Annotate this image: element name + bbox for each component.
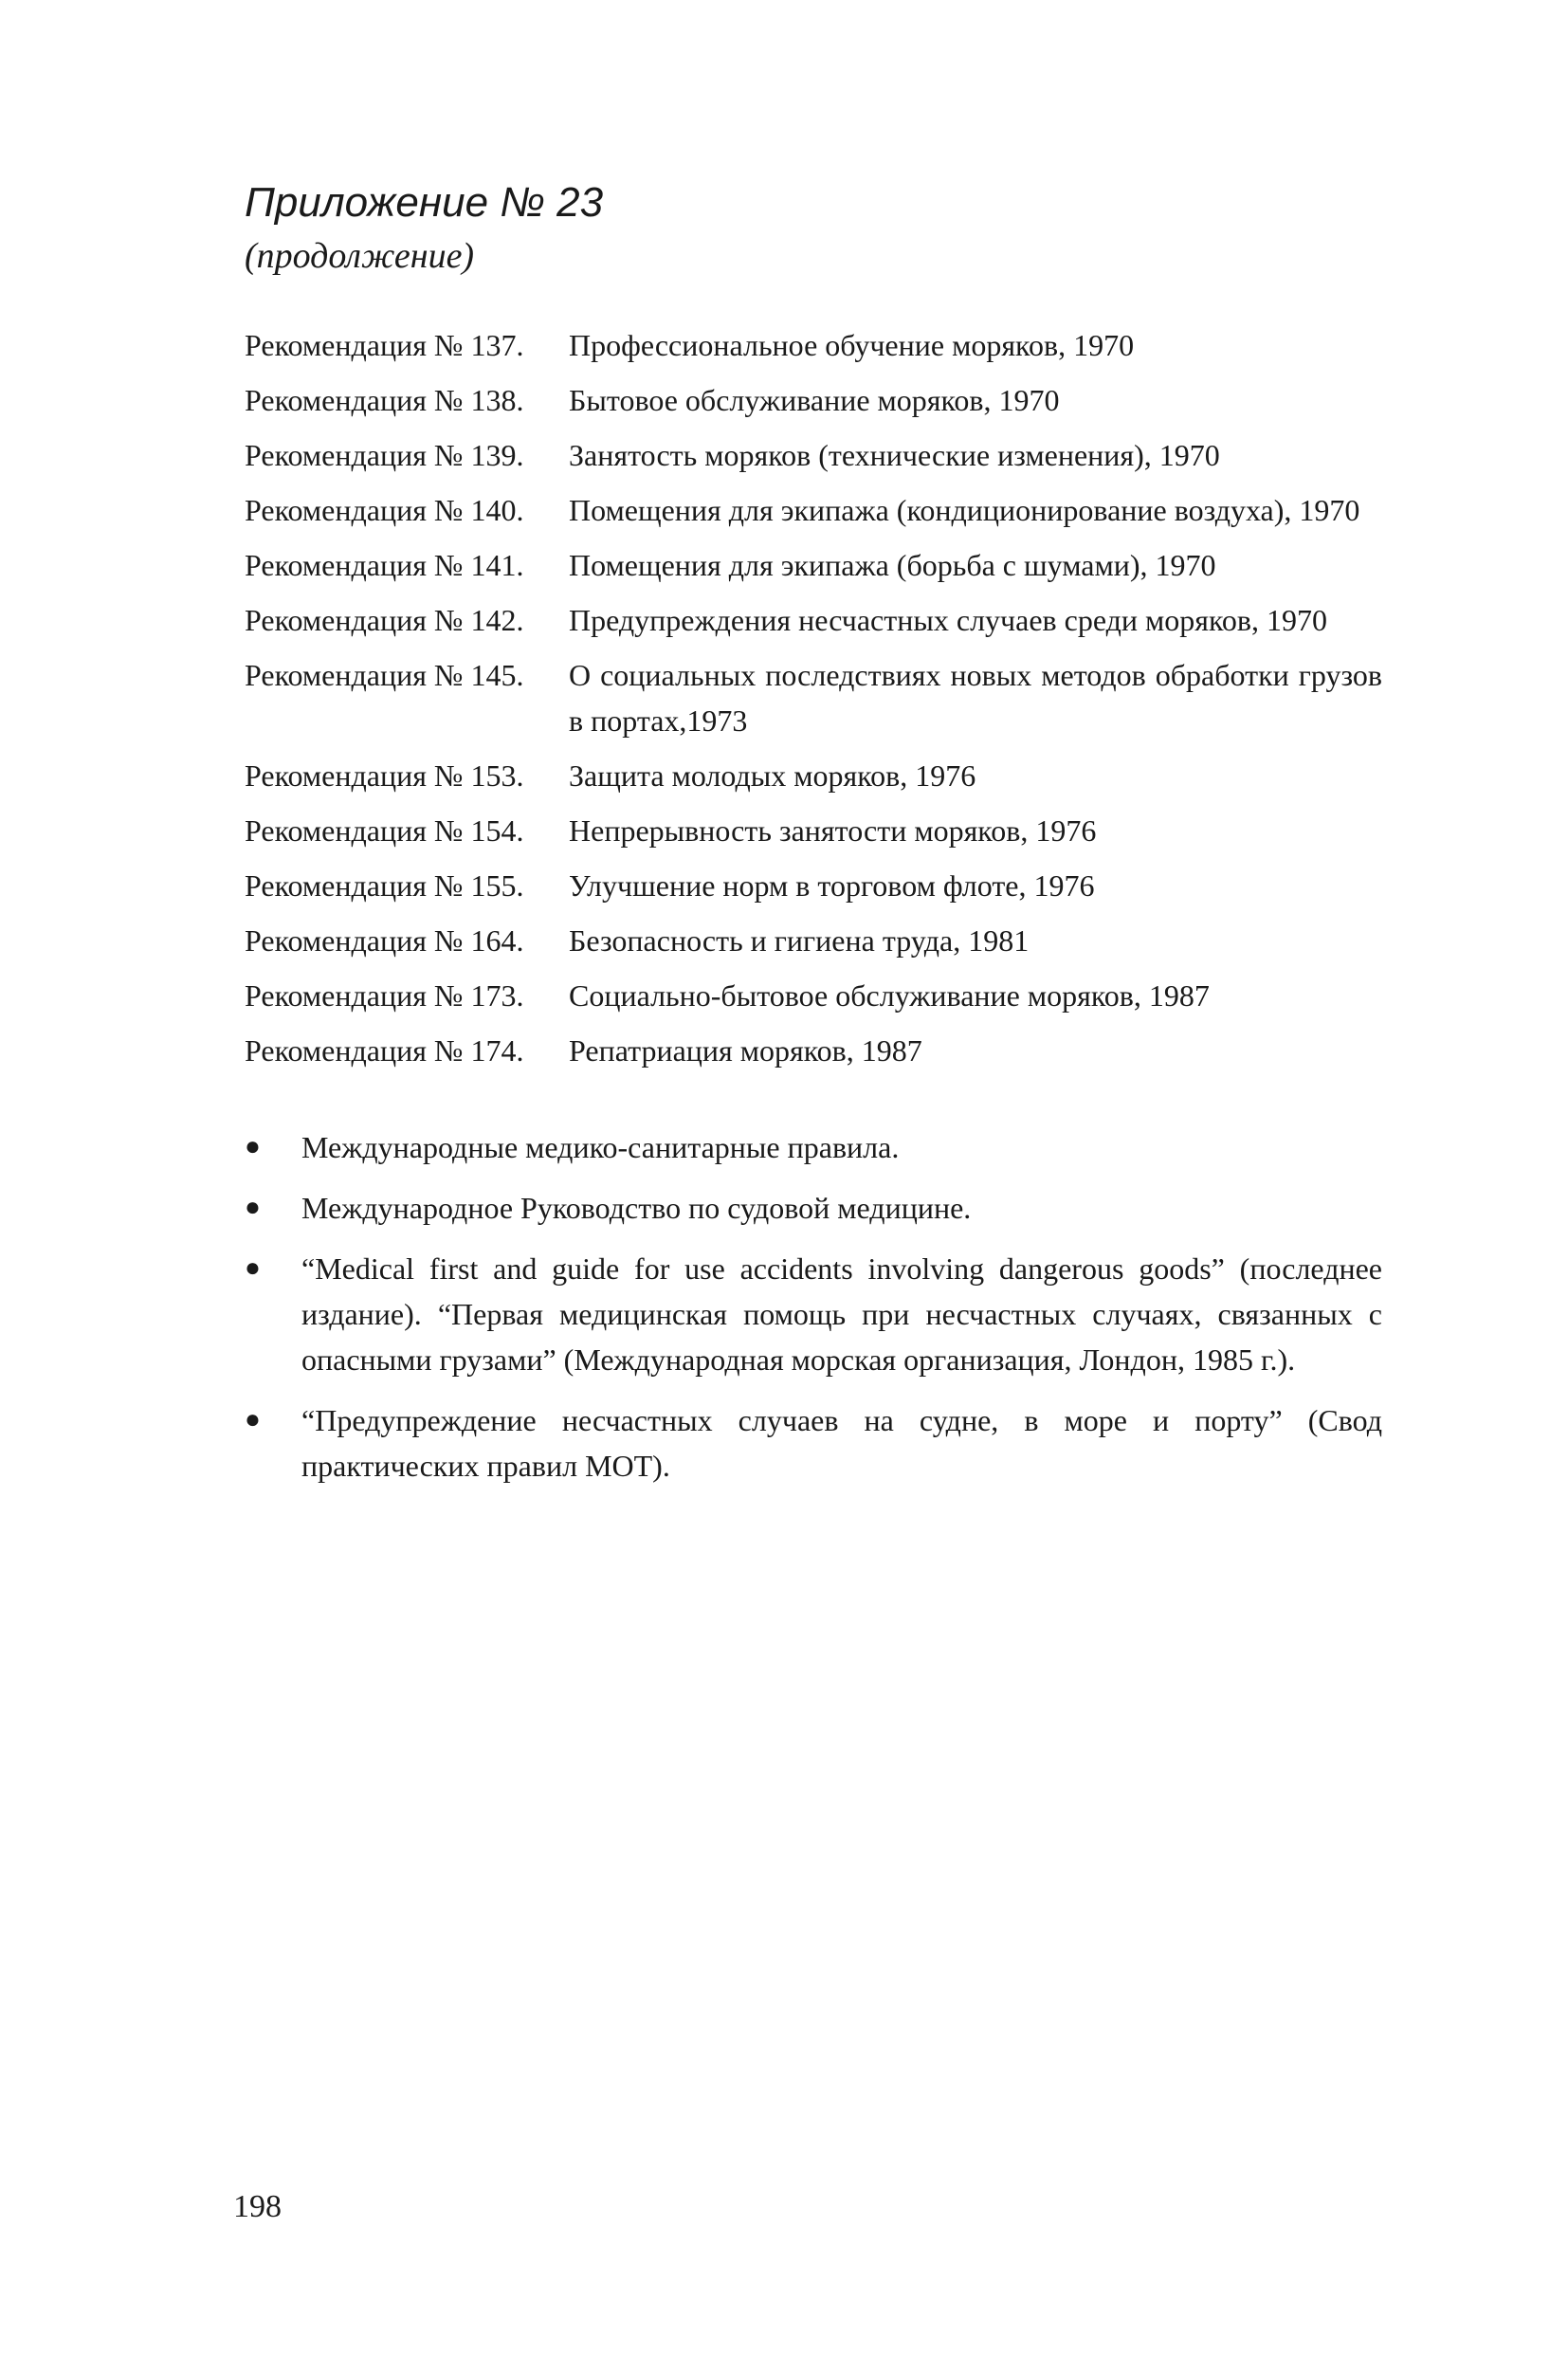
bullet-icon: ● xyxy=(245,1253,261,1283)
recommendation-item xyxy=(245,863,1382,908)
recommendation-number: Рекомендация № 174. xyxy=(245,1033,524,1068)
recommendation-title: Помещения для экипажа (кондиционирование воздуха), 1970 xyxy=(569,493,1360,527)
recommendation-item xyxy=(245,753,1382,798)
bullet-item xyxy=(245,1185,1382,1231)
recommendation-number: Рекомендация № 141. xyxy=(245,548,524,582)
recommendation-title: О социальных последствиях новых методов обработки грузов в портах,1973 xyxy=(569,658,1382,738)
recommendation-item xyxy=(245,542,1382,588)
recommendation-number: Рекомендация № 140. xyxy=(245,493,524,527)
recommendation-item xyxy=(245,918,1382,963)
bullet-icon: ● xyxy=(245,1405,261,1434)
recommendation-title: Помещения для экипажа (борьба с шумами), 1970 xyxy=(569,548,1216,582)
bullet-icon: ● xyxy=(245,1193,261,1222)
bullet-text: “Medical first and guide for use accidents involving dangerous goods” (последнее издание). “Первая медицинская помощь при несчастных случаях, связанных с опасными грузами” (Международная морская организация, Лондон, 1985 г.). xyxy=(301,1251,1382,1377)
recommendation-title: Социально-бытовое обслуживание моряков, 1987 xyxy=(569,978,1210,1013)
bullet-text: Международное Руководство по судовой медицине. xyxy=(301,1191,972,1225)
recommendation-number: Рекомендация № 138. xyxy=(245,383,524,417)
recommendation-number: Рекомендация № 153. xyxy=(245,758,524,793)
recommendation-title: Улучшение норм в торговом флоте, 1976 xyxy=(569,868,1095,903)
bullet-text: “Предупреждение несчастных случаев на судне, в море и порту” (Свод практических правил МОТ). xyxy=(301,1403,1382,1483)
recommendation-title: Защита молодых моряков, 1976 xyxy=(569,758,976,793)
recommendation-number: Рекомендация № 137. xyxy=(245,328,524,362)
recommendation-number: Рекомендация № 142. xyxy=(245,603,524,637)
recommendation-number: Рекомендация № 173. xyxy=(245,978,524,1013)
recommendation-item xyxy=(245,377,1382,423)
recommendation-item xyxy=(245,808,1382,853)
bullet-list xyxy=(245,1124,1382,1504)
recommendation-title: Бытовое обслуживание моряков, 1970 xyxy=(569,383,1060,417)
page-title: Приложение № 23 xyxy=(245,179,604,226)
recommendation-title: Занятость моряков (технические изменения), 1970 xyxy=(569,438,1220,472)
bullet-text: Международные медико-санитарные правила. xyxy=(301,1130,900,1164)
recommendation-item xyxy=(245,322,1382,368)
recommendation-title: Предупреждения несчастных случаев среди моряков, 1970 xyxy=(569,603,1328,637)
page-number: 198 xyxy=(233,2189,282,2224)
recommendation-number: Рекомендация № 139. xyxy=(245,438,524,472)
recommendation-item xyxy=(245,597,1382,643)
bullet-item xyxy=(245,1397,1382,1488)
recommendation-item xyxy=(245,432,1382,478)
bullet-item xyxy=(245,1246,1382,1382)
recommendation-title: Непрерывность занятости моряков, 1976 xyxy=(569,813,1097,848)
recommendation-title: Репатриация моряков, 1987 xyxy=(569,1033,922,1068)
recommendation-item xyxy=(245,652,1382,743)
recommendation-number: Рекомендация № 164. xyxy=(245,923,524,958)
recommendation-item xyxy=(245,487,1382,533)
page-subtitle: (продолжение) xyxy=(245,236,475,276)
recommendation-number: Рекомендация № 155. xyxy=(245,868,524,903)
recommendation-number: Рекомендация № 145. xyxy=(245,658,524,692)
recommendation-list xyxy=(245,322,1382,1083)
recommendation-number: Рекомендация № 154. xyxy=(245,813,524,848)
recommendation-item xyxy=(245,973,1382,1018)
bullet-item xyxy=(245,1124,1382,1170)
recommendation-title: Безопасность и гигиена труда, 1981 xyxy=(569,923,1030,958)
bullet-icon: ● xyxy=(245,1132,261,1161)
recommendation-item xyxy=(245,1028,1382,1073)
recommendation-title: Профессиональное обучение моряков, 1970 xyxy=(569,328,1135,362)
